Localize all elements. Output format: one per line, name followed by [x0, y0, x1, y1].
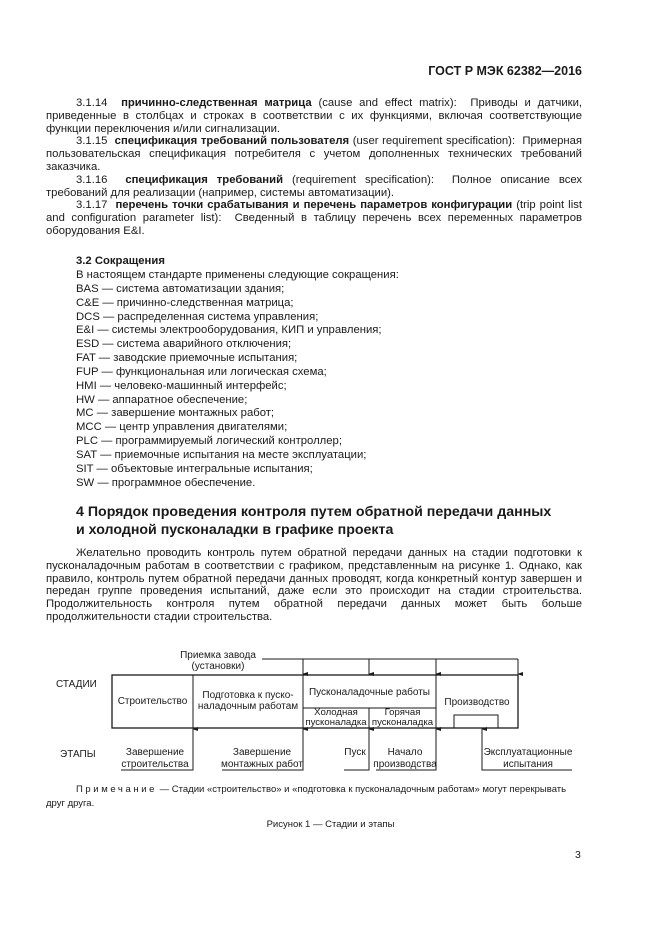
milestone-startup: Пуск	[344, 747, 366, 758]
cold-line-1: Холодная	[314, 707, 358, 718]
milestones-row-label: ЭТАПЫ	[60, 749, 96, 760]
milestone-construction-complete	[115, 747, 195, 770]
definition-english: (user requirement specification):	[352, 135, 516, 148]
section-4-title-line-2: и холодной пусконаладки в графике проекта	[76, 522, 394, 538]
abbreviation-item: BAS — система автоматизации здания;	[76, 282, 285, 295]
definition-text: Приводы и датчики, приведенные в столбцах и строках в соответствии с их функциями, включая соответствующие функции переключения и/или сигнализации.	[46, 97, 583, 135]
abbreviation-item: PLC — программируемый логический контроллер;	[76, 435, 342, 448]
section-4-paragraph: Желательно проводить контроль путем обратной передачи данных на стадии подготовки к пусконаладочным работам в соответствии с графиком, представленным на рисунке 1. Однако, как правило, контроль путем обратной передачи данных проводят, когда конкретный контур завершен и передан группе проведения испытаний, даже если это происходит на стадии строительства. Продолжительность контроля путем обратной передачи данных может быть больше продолжительности стадии строительства.	[46, 547, 582, 623]
plant-acceptance-label	[170, 650, 266, 672]
document-id-header: ГОСТ Р МЭК 62382—2016	[428, 64, 582, 78]
section-3-2-title: 3.2 Сокращения	[76, 255, 165, 267]
milestone-performance-tests	[482, 747, 574, 770]
hot-line-1: Горячая	[384, 707, 421, 718]
milestone-5-line-1: Эксплуатационные	[483, 747, 573, 758]
milestone-4-line-1: Начало	[387, 747, 423, 758]
definition-number: 3.1.15	[76, 135, 108, 148]
definition-number: 3.1.16	[76, 173, 108, 186]
definition-number: 3.1.14	[76, 97, 108, 109]
figure-note	[46, 783, 582, 811]
stage-hot-commissioning	[369, 708, 436, 728]
stages-row-label: СТАДИИ	[56, 679, 97, 690]
section-4-title-line-1: 4 Порядок проведения контроля путем обратной передачи данных	[76, 504, 552, 520]
definition-english: (cause and effect matrix):	[318, 97, 457, 109]
stage-construction: Строительство	[117, 696, 188, 707]
milestone-4-line-2: производства	[373, 759, 437, 770]
milestone-1-line-1: Завершение	[125, 747, 185, 758]
stage-cold-commissioning	[303, 708, 369, 728]
abbreviation-item: E&I — системы электрооборудования, КИП и управления;	[76, 324, 382, 337]
abbreviations-intro: В настоящем стандарте применены следующие сокращения:	[76, 269, 399, 281]
definition-term: причинно-следственная матрица	[121, 97, 312, 109]
definition-text: Сведенный в таблицу перечень всех переменных параметров оборудования E&I.	[46, 212, 582, 237]
stage-prep-line-1: Подготовка к пуско-	[202, 690, 294, 701]
abbreviation-item: HW — аппаратное обеспечение;	[76, 393, 248, 406]
milestone-mechanical-complete	[220, 747, 304, 770]
hot-line-2: пусконаладка	[371, 717, 434, 728]
stage-commissioning-prep	[193, 690, 303, 712]
definition-term: спецификация требований пользователя	[114, 135, 350, 148]
plant-acceptance-line-1: Приемка завода	[180, 650, 256, 661]
stage-prep-line-2: наладочным работам	[197, 701, 299, 712]
abbreviation-item: HMI — человеко-машинный интерфейс;	[76, 379, 287, 392]
definition-english: (trip point list and configuration parameter list):	[46, 199, 582, 225]
milestone-2-line-2: монтажных работ	[221, 759, 303, 770]
abbreviation-item: DCS — распределенная система управления;	[76, 310, 319, 323]
abbreviation-item: MC — завершение монтажных работ;	[76, 407, 275, 420]
figure-caption: Рисунок 1 — Стадии и этапы	[266, 819, 395, 830]
definition-english: (requirement specification):	[291, 173, 435, 186]
cold-line-2: пусконаладка	[305, 717, 367, 728]
definition-number: 3.1.17	[76, 199, 108, 212]
abbreviation-item: SIT — объектовые интегральные испытания;	[76, 462, 313, 475]
abbreviation-item: FAT — заводские приемочные испытания;	[76, 352, 298, 365]
abbreviation-item: SW — программное обеспечение.	[76, 476, 256, 489]
stage-commissioning: Пусконаладочные работы	[308, 687, 430, 698]
milestone-1-line-2: строительства	[121, 759, 189, 770]
definition-text: Полное описание всех требований для реализации (например, системы автоматизации).	[46, 173, 583, 199]
abbreviation-item: ESD — система аварийного отключения;	[76, 338, 292, 351]
milestone-2-line-1: Завершение	[232, 747, 292, 758]
definition-term: перечень точки срабатывания и перечень параметров конфигурации	[115, 199, 513, 212]
milestone-production-start	[372, 747, 438, 770]
abbreviation-item: SAT — приемочные испытания на месте эксплуатации;	[76, 448, 367, 461]
abbreviation-item: FUP — функциональная или логическая схема;	[76, 365, 327, 378]
note-text: — Стадии «строительство» и «подготовка к пусконаладочным работам» могут перекрывать друг друга.	[46, 784, 567, 809]
page-number: 3	[575, 849, 581, 861]
abbreviation-item: MCC — центр управления двигателями;	[76, 421, 288, 434]
abbreviation-item: C&E — причинно-следственная матрица;	[76, 296, 294, 309]
plant-acceptance-line-2: (установки)	[191, 661, 245, 672]
definition-text: Примерная пользовательская спецификация потребителя с учетом дополненных технических требований заказчика.	[46, 135, 583, 173]
stage-production: Производство	[444, 697, 510, 708]
definition-term: спецификация требований	[125, 173, 284, 186]
note-label: Примечание	[76, 784, 157, 795]
milestone-5-line-2: испытания	[503, 759, 553, 770]
